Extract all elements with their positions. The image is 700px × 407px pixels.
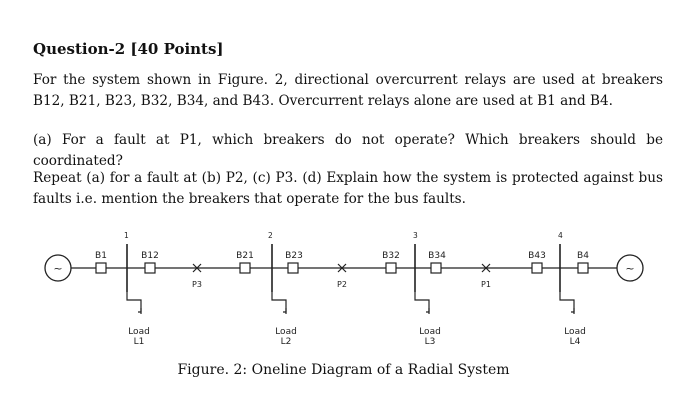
load-1-name: L1 xyxy=(133,337,145,347)
load-4-name: L4 xyxy=(569,337,581,347)
intro-paragraph: For the system shown in Figure. 2, directional overcurrent relays are used at breakers B12, B21, B23, B32, B34, and B43. Overcurrent relays alone are used at B1 and B4. xyxy=(33,72,663,109)
load-2-label: Load xyxy=(275,327,297,337)
repeat-paragraph: Repeat (a) for a fault at (b) P2, (c) P3. (d) Explain how the system is protected against bus faults i.e. mention the breakers that operate for the bus faults. xyxy=(33,170,663,207)
bus-3-label: 3 xyxy=(413,231,418,240)
source-right xyxy=(617,255,643,281)
source-left xyxy=(45,255,71,281)
bus-1-label: 1 xyxy=(124,231,129,240)
breaker-b34 xyxy=(431,263,441,273)
breaker-b21 xyxy=(240,263,250,273)
breaker-b1 xyxy=(96,263,106,273)
load-2-name: L2 xyxy=(280,337,292,347)
figure-caption: Figure. 2: Oneline Diagram of a Radial System xyxy=(177,362,510,378)
svg-text:P3: P3 xyxy=(192,280,202,289)
load-3-label: Load xyxy=(419,327,441,337)
svg-text:P1: P1 xyxy=(481,280,491,289)
svg-text:P2: P2 xyxy=(337,280,347,289)
breaker-b34-label: B34 xyxy=(428,251,446,261)
load-4-label: Load xyxy=(564,327,586,337)
question-title: Question-2 [40 Points] xyxy=(33,40,224,58)
load-tap-3 xyxy=(415,292,429,314)
breaker-b43 xyxy=(532,263,542,273)
bus-2-label: 2 xyxy=(268,231,273,240)
bus-4-label: 4 xyxy=(558,231,563,240)
oneline-diagram xyxy=(0,222,700,362)
breaker-b32 xyxy=(386,263,396,273)
svg-text:~: ~ xyxy=(625,262,635,275)
breaker-b23 xyxy=(288,263,298,273)
load-tap-2 xyxy=(272,292,286,314)
breaker-b1-label: B1 xyxy=(95,251,107,261)
part-a-paragraph: (a) For a fault at P1, which breakers do not operate? Which breakers should be coordinated? xyxy=(33,132,663,169)
breaker-b4-label: B4 xyxy=(577,251,589,261)
load-tap-4 xyxy=(560,292,574,314)
svg-text:~: ~ xyxy=(53,262,63,275)
breaker-b32-label: B32 xyxy=(382,251,400,261)
load-1-label: Load xyxy=(128,327,150,337)
breaker-b21-label: B21 xyxy=(236,251,254,261)
breaker-b43-label: B43 xyxy=(528,251,546,261)
breaker-b23-label: B23 xyxy=(285,251,303,261)
breaker-b12-label: B12 xyxy=(141,251,159,261)
breaker-b4 xyxy=(578,263,588,273)
load-3-name: L3 xyxy=(424,337,436,347)
breaker-b12 xyxy=(145,263,155,273)
load-tap-1 xyxy=(127,292,141,314)
